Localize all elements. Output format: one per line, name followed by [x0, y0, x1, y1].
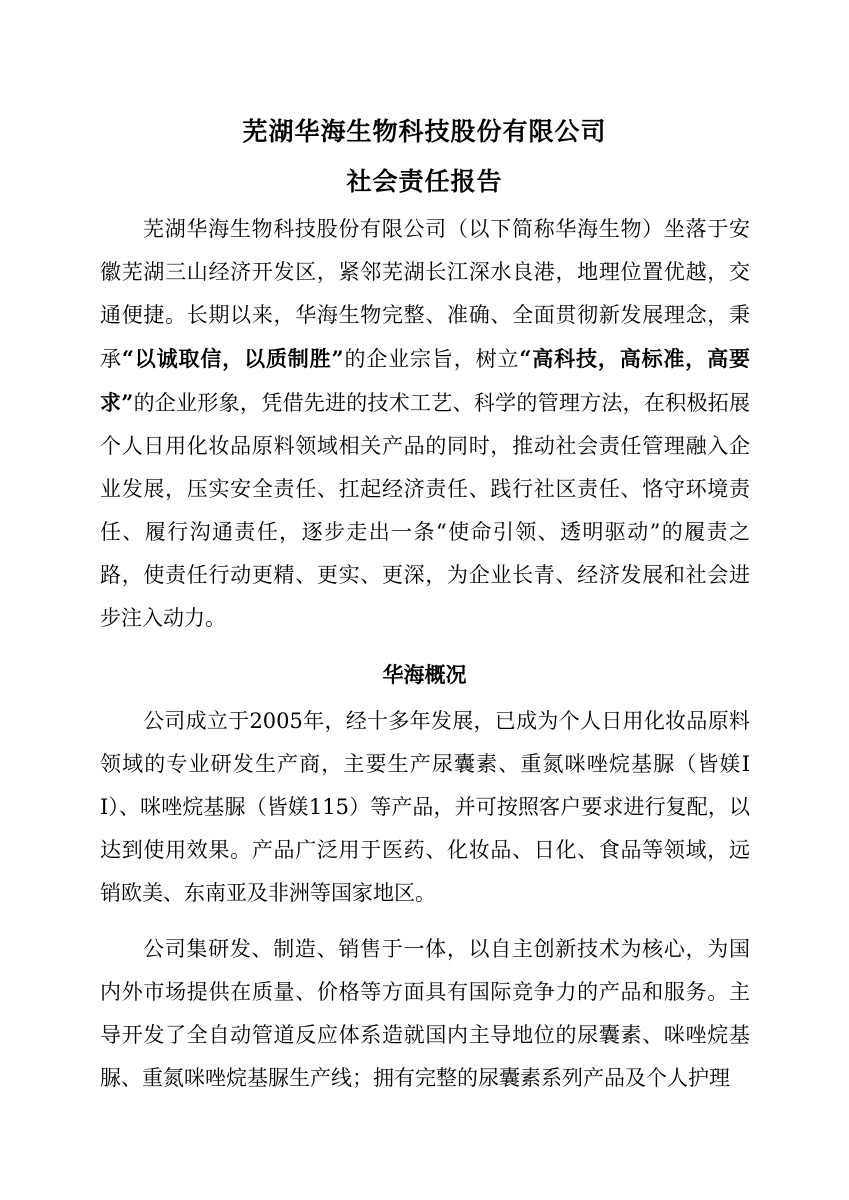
intro-text-part3: 的企业形象，凭借先进的技术工艺、科学的管理方法，在积极拓展个人日用化妆品原料领域相关产品的同时，推动社会责任管理融入企业发展，压实安全责任、扛起经济责任、践行社区责任、恪守环境责任、履行沟通责任，逐步走出一条“使命引领、透明驱动”的履责之路，使责任行动更精、更实、更深，为企业长青、经济发展和社会进步注入动力。: [100, 391, 750, 630]
company-image-slogan: “高科技，高标准，高要求”: [100, 346, 751, 415]
section-heading-overview: 华海概况: [382, 662, 467, 687]
overview-paragraph-1: 公司成立于2005年，经十多年发展，已成为个人日用化妆品原料领域的专业研发生产商，主要生产尿囊素、重氮咪唑烷基脲（皆媄II）、咪唑烷基脲（皆媄115）等产品，并可按照客户要求进行复配，以达到使用效果。产品广泛用于医药、化妆品、日化、食品等领域，远销欧美、东南亚及非洲等国家地区。: [100, 709, 750, 905]
document-subtitle: 社会责任报告: [346, 167, 503, 196]
document-title: 芜湖华海生物科技股份有限公司: [242, 117, 607, 146]
intro-paragraph: [100, 208, 750, 640]
intro-text-part1: 芜湖华海生物科技股份有限公司（以下简称华海生物）坐落于安徽芜湖三山经济开发区，紧邻芜湖长江深水良港，地理位置优越，交通便捷。长期以来，华海生物完整、准确、全面贯彻新发展理念，秉承: [100, 217, 750, 371]
company-motto: “以诚取信，以质制胜”: [121, 346, 344, 371]
overview-paragraph-2: 公司集研发、制造、销售于一体，以自主创新技术为核心，为国内外市场提供在质量、价格等方面具有国际竞争力的产品和服务。主导开发了全自动管道反应体系造就国内主导地位的尿囊素、咪唑烷基脲、重氮咪唑烷基脲生产线；拥有完整的尿囊素系列产品及个人护理: [100, 937, 750, 1090]
intro-text-part2: 的企业宗旨，树立: [343, 347, 520, 371]
